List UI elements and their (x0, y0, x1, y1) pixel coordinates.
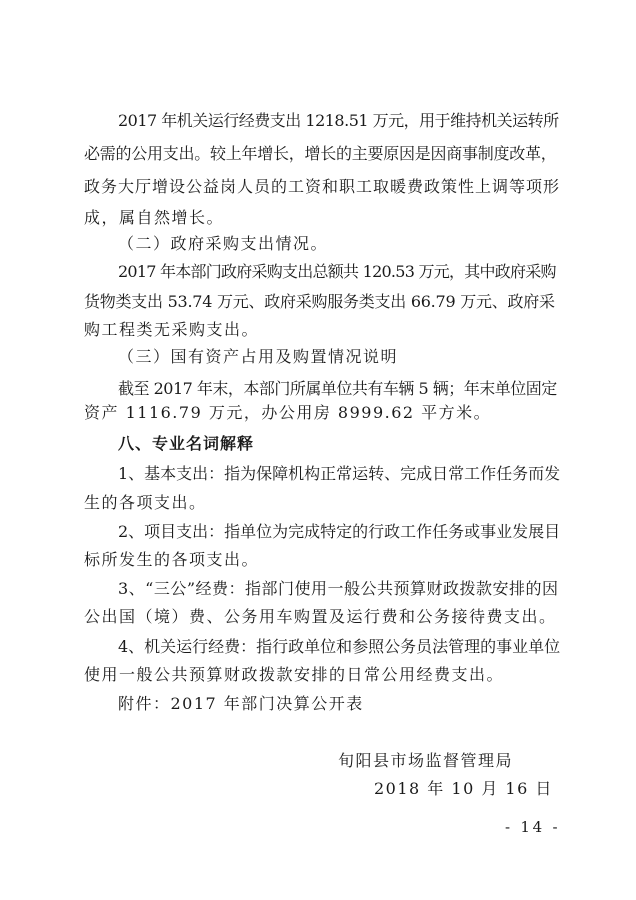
body-line: 截至 2017 年末，本部门所属单位共有车辆 5 辆；年末单位固定 (118, 379, 557, 398)
definition-line: 公出国（境）费、公务用车购置及运行费和公务接待费支出。 (84, 607, 557, 626)
definition-line: 生的各项支出。 (84, 493, 207, 512)
definition-line: 2、项目支出：指单位为完成特定的行政工作任务或事业发展目 (118, 522, 561, 541)
signature-date: 2018 年 10 月 16 日 (374, 779, 553, 798)
body-line: 2017 年本部门政府采购支出总额共 120.53 万元，其中政府采购 (118, 262, 556, 281)
body-line: 资产 1116.79 万元，办公用房 8999.62 平方米。 (84, 403, 492, 422)
body-line: 货物类支出 53.74 万元、政府采购服务类支出 66.79 万元、政府采 (84, 292, 555, 311)
definition-line: 使用一般公共预算财政拨款安排的日常公用经费支出。 (84, 665, 505, 684)
body-line: 政务大厅增设公益岗人员的工资和职工取暖费政策性上调等项形 (84, 177, 561, 196)
definition-line: 标所发生的各项支出。 (84, 550, 260, 569)
subheading-assets: （三）国有资产占用及购置情况说明 (118, 347, 399, 366)
attachment-note: 附件：2017 年部门决算公开表 (118, 694, 364, 713)
section-heading: 八、专业名词解释 (118, 434, 255, 453)
body-line: 2017 年机关运行经费支出 1218.51 万元，用于维持机关运转所 (118, 111, 559, 130)
definition-line: 4、机关运行经费：指行政单位和参照公务员法管理的事业单位 (118, 637, 561, 656)
body-line: 必需的公用支出。较上年增长，增长的主要原因是因商事制度改革， (84, 144, 557, 163)
signature-org: 旬阳县市场监督管理局 (338, 751, 514, 770)
body-line: 购工程类无采购支出。 (84, 320, 260, 339)
definition-line: 3、“三公”经费：指部门使用一般公共预算财政拨款安排的因 (118, 579, 559, 598)
body-line: 成，属自然增长。 (84, 208, 225, 227)
definition-line: 1、基本支出：指为保障机构正常运转、完成日常工作任务而发 (118, 464, 561, 483)
subheading-procurement: （二）政府采购支出情况。 (118, 234, 329, 253)
page-number: - 14 - (505, 818, 561, 836)
